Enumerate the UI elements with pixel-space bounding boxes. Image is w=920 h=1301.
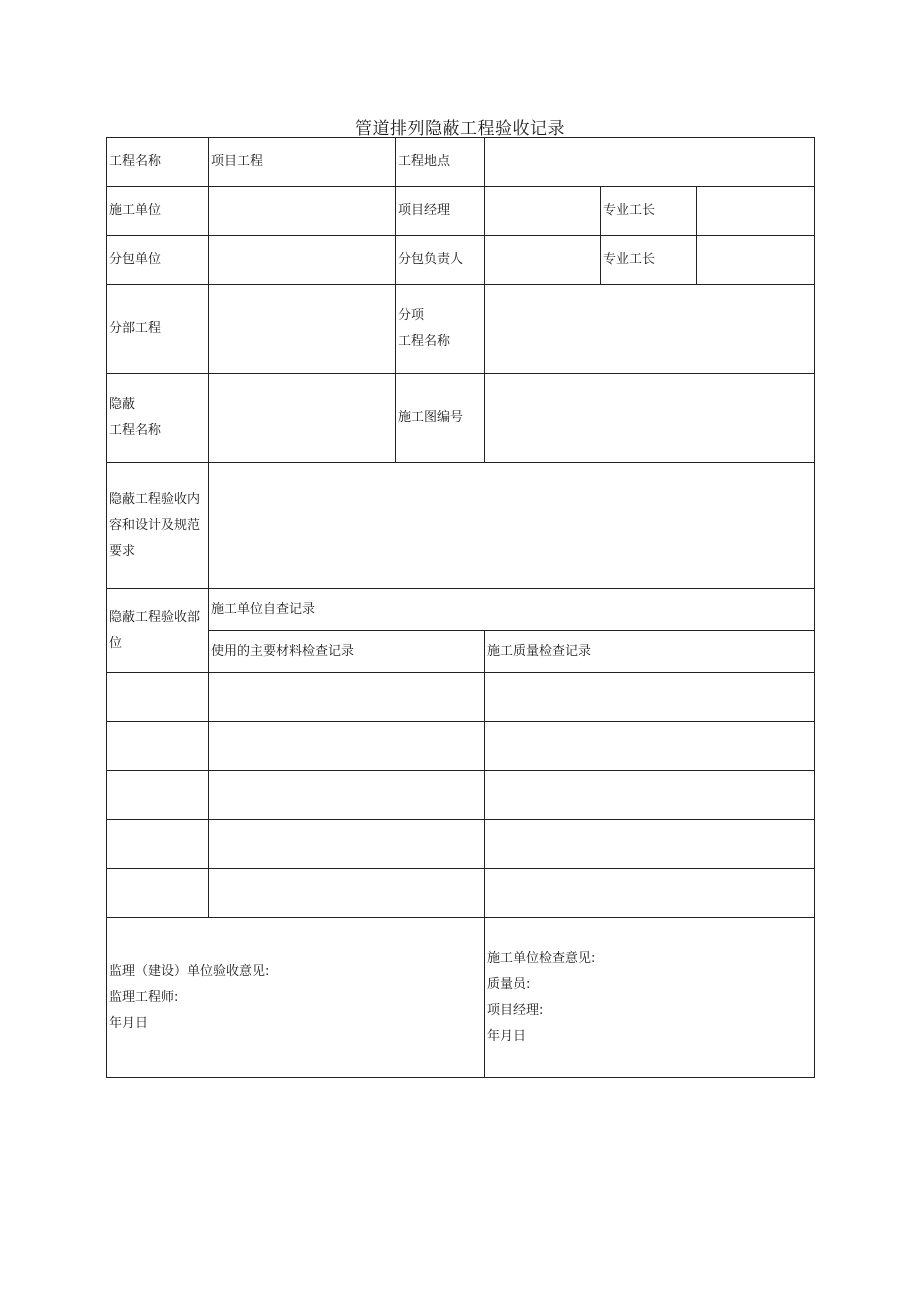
supervisor-opinion-label: 监理（建设）单位验收意见: [109, 963, 270, 979]
record-part-cell[interactable] [107, 771, 209, 820]
value-project-manager[interactable] [485, 187, 601, 236]
record-material-cell[interactable] [209, 820, 485, 869]
value-project-name[interactable]: 项目工程 [209, 138, 396, 187]
label-inspection-content [107, 463, 209, 589]
acceptance-record-table [106, 137, 815, 1078]
supervisor-date-label: 年月日 [109, 1015, 149, 1031]
row-division-work [107, 285, 815, 374]
row-construction-unit [107, 187, 815, 236]
label-inspection-part [107, 589, 209, 673]
value-inspection-content[interactable] [209, 463, 815, 589]
value-hidden-work-name[interactable] [209, 374, 396, 463]
label-part-line1: 隐蔽工程验收部 [109, 609, 201, 625]
supervisor-engineer-label: 监理工程师: [109, 989, 179, 1005]
record-part-cell[interactable] [107, 673, 209, 722]
row-self-check [107, 589, 815, 631]
row-subcontract-unit [107, 236, 815, 285]
record-quality-cell[interactable] [485, 869, 815, 918]
record-material-cell[interactable] [209, 771, 485, 820]
label-foreman-1: 专业工长 [601, 187, 697, 236]
record-material-cell[interactable] [209, 869, 485, 918]
contractor-date-label: 年月日 [487, 1028, 527, 1044]
label-part-line2: 位 [109, 635, 123, 651]
record-quality-cell[interactable] [485, 771, 815, 820]
label-subitem-line2: 工程名称 [398, 334, 451, 349]
value-foreman-2[interactable] [697, 236, 815, 285]
table-row [107, 869, 815, 918]
row-check-headers [107, 631, 815, 673]
contractor-opinion-label: 施工单位检查意见: [487, 950, 596, 966]
row-opinions [107, 918, 815, 1078]
table-row [107, 771, 815, 820]
record-quality-cell[interactable] [485, 722, 815, 771]
label-construction-unit: 施工单位 [107, 187, 209, 236]
label-project-name: 工程名称 [107, 138, 209, 187]
row-hidden-work [107, 374, 815, 463]
label-project-manager: 项目经理 [396, 187, 485, 236]
label-project-location: 工程地点 [396, 138, 485, 187]
value-construction-unit[interactable] [209, 187, 396, 236]
value-foreman-1[interactable] [697, 187, 815, 236]
table-row [107, 722, 815, 771]
value-drawing-no[interactable] [485, 374, 815, 463]
label-subitem-name [396, 285, 485, 374]
record-quality-cell[interactable] [485, 820, 815, 869]
table-row [107, 673, 815, 722]
contractor-opinion-cell[interactable] [485, 918, 815, 1078]
value-subcontract-unit[interactable] [209, 236, 396, 285]
label-quality-check: 施工质量检查记录 [485, 631, 815, 673]
record-material-cell[interactable] [209, 722, 485, 771]
label-self-check: 施工单位自查记录 [209, 589, 815, 631]
label-hidden-work-name [107, 374, 209, 463]
label-drawing-no: 施工图编号 [396, 374, 485, 463]
value-division-work[interactable] [209, 285, 396, 374]
record-part-cell[interactable] [107, 722, 209, 771]
value-subcontract-lead[interactable] [485, 236, 601, 285]
table-row [107, 820, 815, 869]
label-hidden-line2: 工程名称 [109, 423, 162, 438]
label-subitem-line1: 分项 [398, 308, 425, 323]
label-subcontract-lead: 分包负责人 [396, 236, 485, 285]
label-division-work: 分部工程 [107, 285, 209, 374]
supervisor-opinion-cell[interactable] [107, 918, 485, 1078]
value-subitem-name[interactable] [485, 285, 815, 374]
row-project-name [107, 138, 815, 187]
label-foreman-2: 专业工长 [601, 236, 697, 285]
record-quality-cell[interactable] [485, 673, 815, 722]
contractor-manager-label: 项目经理: [487, 1002, 544, 1018]
record-material-cell[interactable] [209, 673, 485, 722]
row-inspection-content [107, 463, 815, 589]
label-content-line2: 容和设计及规范 [109, 517, 201, 533]
form-title: 管道排列隐蔽工程验收记录 [355, 119, 565, 139]
label-content-line3: 要求 [109, 543, 136, 559]
label-subcontract-unit: 分包单位 [107, 236, 209, 285]
quality-inspector-label: 质量员: [487, 976, 531, 992]
value-project-location[interactable] [485, 138, 815, 187]
record-part-cell[interactable] [107, 820, 209, 869]
label-material-check: 使用的主要材料检查记录 [209, 631, 485, 673]
label-hidden-line1: 隐蔽 [109, 397, 136, 412]
record-part-cell[interactable] [107, 869, 209, 918]
label-content-line1: 隐蔽工程验收内 [109, 491, 201, 507]
